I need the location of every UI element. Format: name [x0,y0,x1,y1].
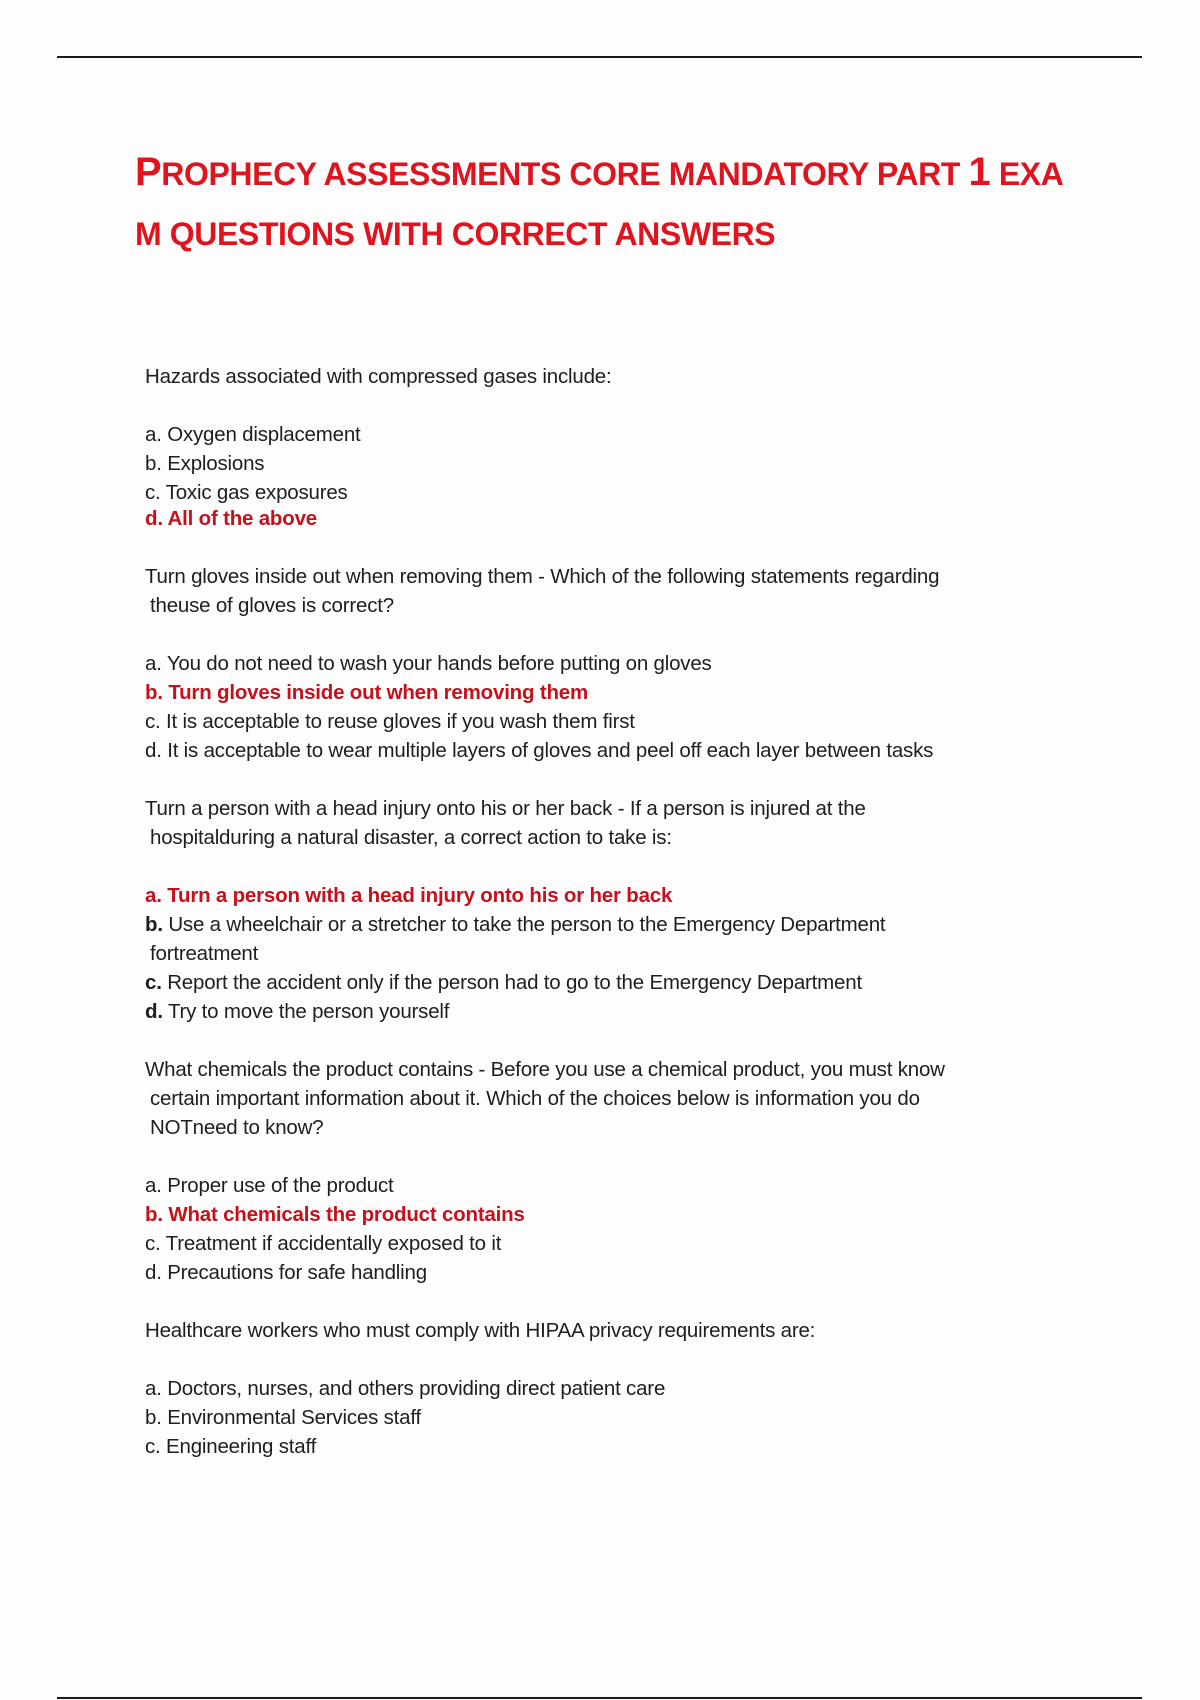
option-a: a. Doctors, nurses, and others providing direct patient care [145,1377,666,1400]
question-3 [145,794,1065,1026]
option-a: a. Proper use of the product [145,1174,394,1197]
option-a-correct [145,881,1065,910]
title-initial: P [135,150,162,194]
answer-options [145,1374,1065,1461]
document-title [135,142,1095,264]
question-5 [145,1316,1065,1461]
option-b-correct: b. What chemicals the product contains [145,1203,525,1226]
footer-rule [57,1697,1142,1699]
option-b [145,910,1065,968]
option-c: c. Treatment if accidentally exposed to it [145,1232,502,1255]
question-text [145,1316,1065,1345]
option-a: a. Oxygen displacement [145,423,361,446]
title-line-2: M QUESTIONS WITH CORRECT ANSWERS [135,216,776,252]
title-line-1 [135,142,1095,204]
question-text-line: What chemicals the product contains - Before you use a chemical product, you must know [145,1058,945,1081]
question-list [145,362,1065,1490]
question-text [145,562,1065,620]
answer-options [145,649,1065,765]
question-text [145,1055,1065,1142]
option-letter: a. [145,884,162,907]
question-text-line: Turn a person with a head injury onto his or her back - If a person is injured at the [145,797,866,820]
title-text-end: EXA [990,156,1064,192]
option-letter: d. [145,1000,163,1023]
question-2 [145,562,1065,765]
option-c: c. Engineering staff [145,1435,317,1458]
question-text-line: Healthcare workers who must comply with HIPAA privacy requirements are: [145,1319,816,1342]
option-d [145,997,1065,1026]
option-text: Turn a person with a head injury onto his or her back [161,884,673,907]
option-d: d. Precautions for safe handling [145,1261,427,1284]
question-text-line: hospitalduring a natural disaster, a correct action to take is: [150,826,672,849]
option-c: c. Toxic gas exposures [145,481,348,504]
title-text: ROPHECY ASSESSMENTS CORE MANDATORY PART [161,156,969,192]
option-letter: b. [145,913,163,936]
option-a: a. You do not need to wash your hands before putting on gloves [145,652,712,675]
answer-options [145,881,1065,1026]
question-text [145,794,1065,852]
option-c [145,968,1065,997]
answer-options [145,420,1065,533]
question-text-line: NOTneed to know? [150,1116,324,1139]
option-b: b. Environmental Services staff [145,1406,421,1429]
option-d-correct: d. All of the above [145,507,317,530]
option-c: c. It is acceptable to reuse gloves if you wash them first [145,710,635,733]
option-text: Report the accident only if the person had to go to the Emergency Department [161,971,862,994]
question-1 [145,362,1065,533]
question-text-line: Turn gloves inside out when removing them - Which of the following statements regarding [145,565,940,588]
option-letter: c. [145,971,162,994]
option-b-correct: b. Turn gloves inside out when removing them [145,681,589,704]
header-rule [57,56,1142,58]
title-number: 1 [968,150,991,194]
question-text-line: certain important information about it. Which of the choices below is information you do [150,1087,920,1110]
option-text-continuation: fortreatment [150,942,259,965]
option-text: Try to move the person yourself [162,1000,450,1023]
option-b: b. Explosions [145,452,265,475]
question-text-line: Hazards associated with compressed gases include: [145,365,612,388]
question-4 [145,1055,1065,1287]
question-text-line: theuse of gloves is correct? [150,594,394,617]
question-text [145,362,1065,391]
answer-options [145,1171,1065,1287]
option-d: d. It is acceptable to wear multiple layers of gloves and peel off each layer between tasks [145,739,934,762]
option-text: Use a wheelchair or a stretcher to take the person to the Emergency Department [162,913,886,936]
